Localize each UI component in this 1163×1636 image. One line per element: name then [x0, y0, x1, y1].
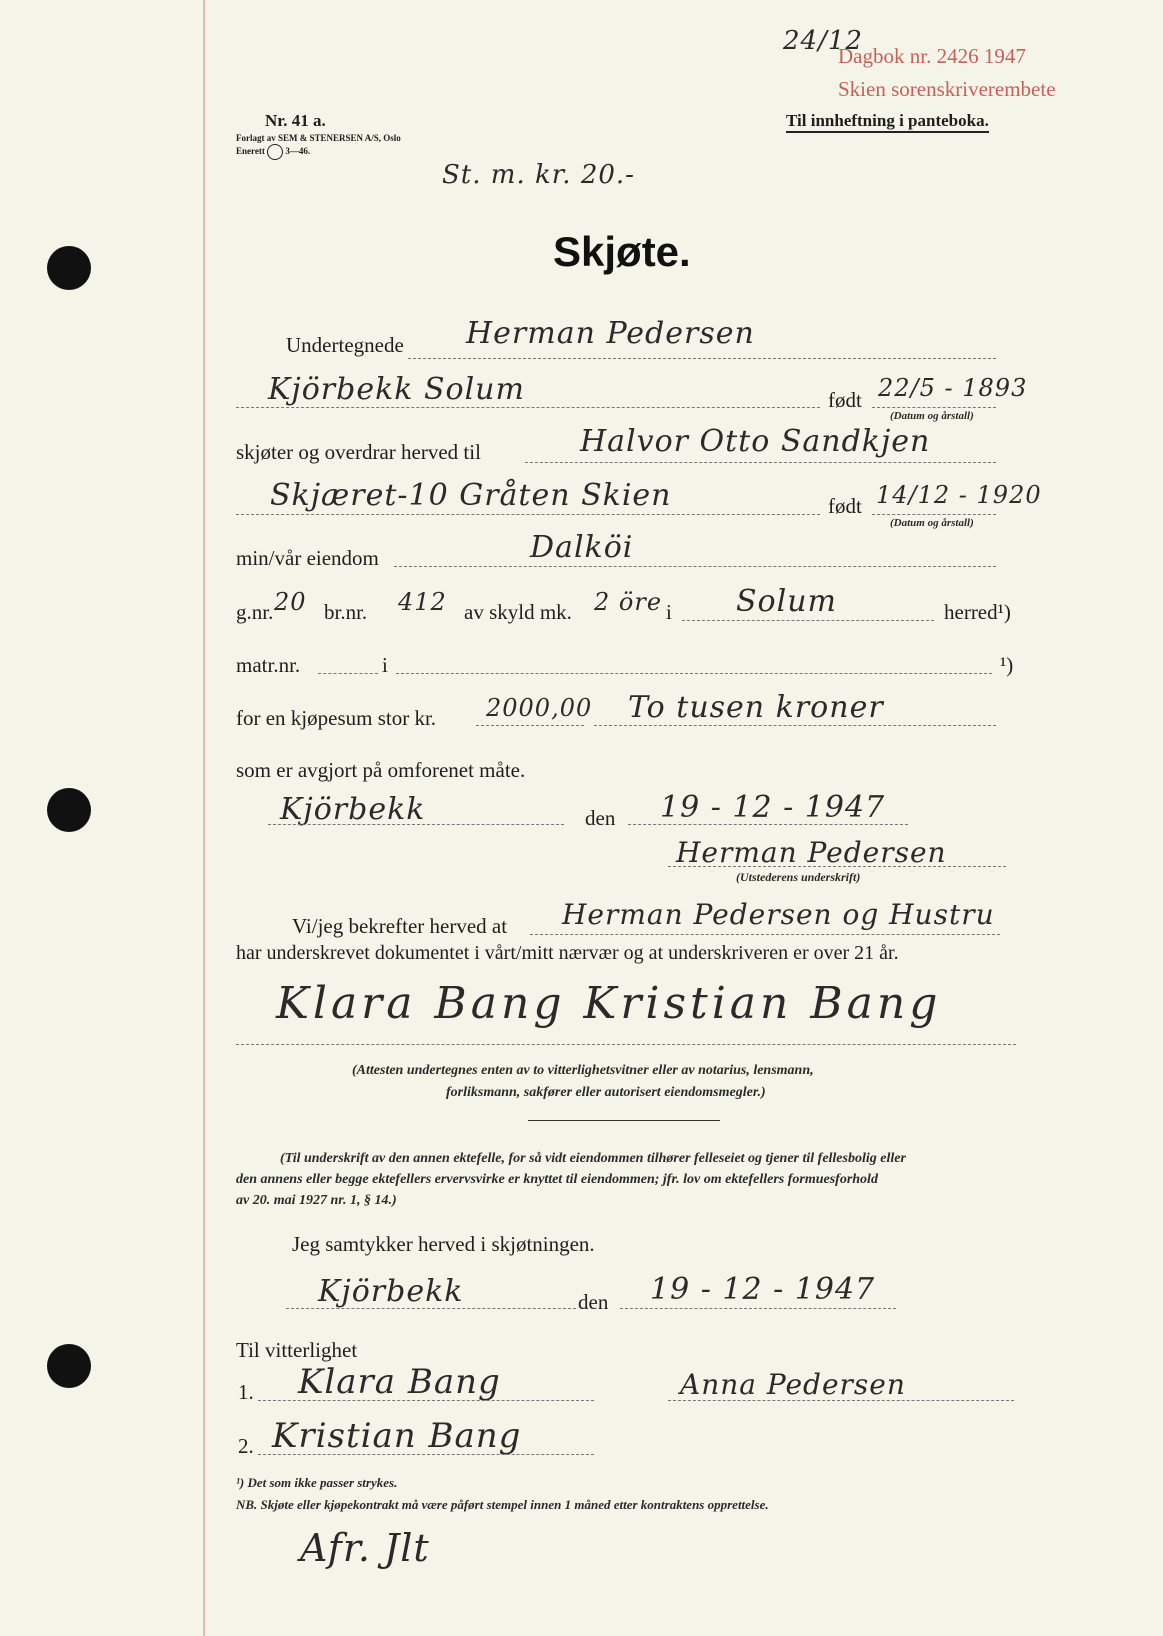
matr-suffix: ¹): [1000, 653, 1014, 677]
skyld-label: av skyld mk.: [464, 600, 572, 624]
witness-signatures: Klara Bang Kristian Bang: [276, 978, 942, 1029]
underline: [236, 514, 820, 515]
gnr-label: g.nr.: [236, 600, 274, 624]
punch-hole: [47, 788, 91, 832]
underline: [525, 462, 996, 463]
avgjort-text: som er avgjort på omforenet måte.: [236, 758, 526, 782]
underline: [872, 407, 996, 408]
gnr-value: 20: [274, 588, 307, 616]
form-number: Nr. 41 a.: [265, 111, 326, 130]
witness-2-signature: Kristian Bang: [272, 1416, 522, 1456]
date-1: 19 - 12 - 1947: [660, 790, 886, 825]
seller-address: Kjörbekk Solum: [268, 372, 525, 407]
spouse-note-3: av 20. mai 1927 nr. 1, § 14.): [236, 1193, 397, 1208]
skyld-value: 2 öre: [594, 588, 663, 616]
undertegnede-label: Undertegnede: [286, 333, 404, 357]
filing-note: Til innheftning i panteboka.: [786, 111, 989, 133]
attest-note-2: forliksmann, sakfører eller autorisert eiendomsmegler.): [446, 1085, 766, 1100]
spouse-note-1: (Til underskrift av den annen ektefelle, for så vidt eiendommen tilhører felleseiet og tjener til fellesbolig eller: [280, 1151, 906, 1166]
footnote-1: ¹) Det som ikke passer strykes.: [236, 1475, 398, 1490]
attest-persons: Herman Pedersen og Hustru: [562, 898, 995, 931]
witness-1-signature: Klara Bang: [298, 1362, 501, 1402]
witness-1-number: 1.: [238, 1380, 254, 1404]
underline: [396, 673, 992, 674]
underline: [594, 725, 996, 726]
publisher-logo: [267, 144, 283, 160]
footnote-2: NB. Skjøte eller kjøpekontrakt må være påført stempel innen 1 måned etter kontraktens opprettelse.: [236, 1497, 769, 1512]
buyer-birthdate: 14/12 - 1920: [876, 481, 1042, 509]
fodt-label: født: [828, 388, 862, 412]
underline: [394, 566, 996, 567]
kjopesum-words: To tusen kroner: [628, 690, 884, 725]
eiendom-label: min/vår eiendom: [236, 546, 379, 570]
den-label: den: [585, 806, 616, 830]
spouse-note-2: den annens eller begge ektefellers ervervsvirke er knyttet til eiendommen; jfr. lov om ektefellers formuesforhold: [236, 1172, 878, 1187]
underline: [668, 866, 1006, 867]
buyer-address: Skjæret-10 Gråten Skien: [270, 478, 672, 513]
datum-note-2: (Datum og årstall): [890, 517, 974, 529]
underline: [258, 1454, 594, 1455]
underline: [408, 358, 996, 359]
place-1: Kjörbekk: [280, 792, 426, 827]
property-name: Dalköi: [530, 530, 634, 565]
underline: [530, 934, 1000, 935]
datum-note: (Datum og årstall): [890, 410, 974, 422]
fodt-label-2: født: [828, 494, 862, 518]
matr-i-label: i: [382, 653, 388, 677]
underline: [476, 725, 584, 726]
skjoter-label: skjøter og overdrar herved til: [236, 440, 481, 464]
attest-label: Vi/jeg bekrefter herved at: [292, 914, 508, 938]
underline: [628, 824, 908, 825]
herred-value: Solum: [736, 584, 837, 619]
attest-note-1: (Attesten undertegnes enten av to vitterlighetsvitner eller av notarius, lensmann,: [352, 1063, 814, 1078]
punch-hole: [47, 1344, 91, 1388]
den-label-2: den: [578, 1290, 609, 1314]
seller-birthdate: 22/5 - 1893: [878, 374, 1028, 402]
publisher-line: Forlagt av SEM & STENERSEN A/S, Oslo Enerett 3—46.: [236, 133, 426, 160]
underline: [668, 1400, 1014, 1401]
i-label: i: [666, 600, 672, 624]
margin-line: [203, 0, 205, 1636]
stamp-line-2: Skien sorenskriverembete: [838, 77, 1056, 101]
utsteder-note: (Utstederens underskrift): [736, 870, 861, 884]
underline: [236, 407, 820, 408]
brnr-value: 412: [398, 588, 447, 616]
kjopesum-label: for en kjøpesum stor kr.: [236, 706, 437, 730]
seller-signature: Herman Pedersen: [676, 836, 947, 869]
stamp-line-1: Dagbok nr. 2426 1947: [838, 44, 1026, 68]
attest-text: har underskrevet dokumentet i vårt/mitt nærvær og at underskriveren er over 21 år.: [236, 942, 899, 964]
underline: [286, 1308, 576, 1309]
brnr-label: br.nr.: [324, 600, 368, 624]
clerk-initials: Afr. Jlt: [300, 1526, 430, 1570]
underline: [236, 1044, 1016, 1045]
herred-label: herred¹): [944, 600, 1011, 624]
date-2: 19 - 12 - 1947: [650, 1272, 876, 1307]
matr-label: matr.nr.: [236, 653, 301, 677]
underline: [872, 514, 996, 515]
punch-hole: [47, 246, 91, 290]
document-title: Skjøte.: [553, 228, 691, 275]
divider: [528, 1120, 720, 1121]
underline: [682, 620, 934, 621]
underline: [620, 1308, 896, 1309]
underline: [318, 673, 378, 674]
seller-name: Herman Pedersen: [466, 316, 755, 351]
underline: [268, 824, 564, 825]
consent-text: Jeg samtykker herved i skjøtningen.: [292, 1232, 595, 1256]
witness-2-number: 2.: [238, 1434, 254, 1458]
underline: [258, 1400, 594, 1401]
place-2: Kjörbekk: [318, 1274, 464, 1309]
buyer-name: Halvor Otto Sandkjen: [580, 424, 931, 459]
til-vitterlighet: Til vitterlighet: [236, 1338, 358, 1362]
spouse-signature: Anna Pedersen: [680, 1368, 906, 1401]
kjopesum-value: 2000,00: [486, 694, 593, 722]
stamp-date: 24/12: [783, 26, 863, 56]
fee-note: St. m. kr. 20.-: [442, 160, 635, 190]
